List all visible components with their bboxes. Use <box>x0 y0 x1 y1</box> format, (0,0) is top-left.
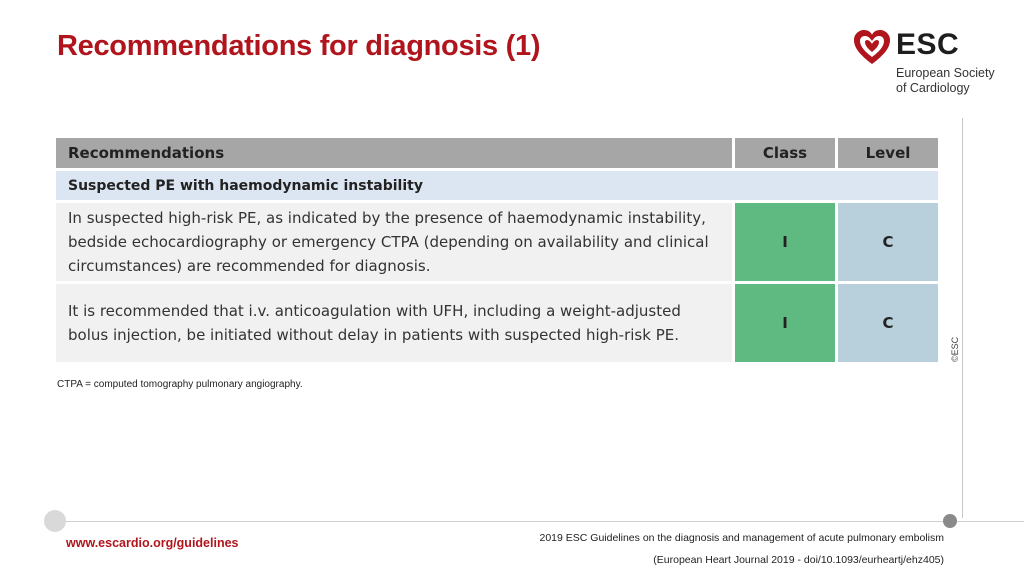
reference-line1: 2019 ESC Guidelines on the diagnosis and management of acute pulmonary embolism <box>539 532 944 544</box>
level-cell: C <box>838 284 938 362</box>
logo-wordmark: ESC <box>896 28 960 61</box>
logo-org-line1: European Society <box>896 66 995 80</box>
esc-logo <box>852 26 1022 98</box>
section-title: Suspected PE with haemodynamic instability <box>56 171 938 200</box>
table-row <box>56 284 938 362</box>
table-row <box>56 203 938 281</box>
header-recommendations: Recommendations <box>56 138 732 168</box>
level-cell: C <box>838 203 938 281</box>
vertical-divider <box>962 118 963 518</box>
section-row <box>56 171 938 200</box>
guidelines-link[interactable]: www.escardio.org/guidelines <box>66 536 239 550</box>
class-cell: I <box>735 284 835 362</box>
heart-logo-icon <box>852 28 892 68</box>
decorative-dot-right <box>943 514 957 528</box>
reference-line2: (European Heart Journal 2019 - doi/10.1093/eurheartj/ehz405) <box>653 554 944 566</box>
recommendation-text: In suspected high-risk PE, as indicated by the presence of haemodynamic instability, bedside echocardiography or emergency CTPA (depending on availability and clinical circumstances) are recommended for diagnosis. <box>56 203 732 281</box>
header-level: Level <box>838 138 938 168</box>
copyright-label: ©ESC <box>950 336 960 362</box>
recommendation-text: It is recommended that i.v. anticoagulation with UFH, including a weight-adjusted bolus injection, be initiated without delay in patients with suspected high-risk PE. <box>56 284 732 362</box>
footer-divider <box>56 521 1024 522</box>
decorative-dot-left <box>44 510 66 532</box>
logo-org-line2: of Cardiology <box>896 81 970 95</box>
header-class: Class <box>735 138 835 168</box>
page-title: Recommendations for diagnosis (1) <box>57 30 541 62</box>
footnote: CTPA = computed tomography pulmonary angiography. <box>57 379 303 390</box>
class-cell: I <box>735 203 835 281</box>
logo-org-name <box>896 66 995 96</box>
reference-citation <box>540 527 945 571</box>
recommendations-table <box>53 135 941 365</box>
table-header-row <box>56 138 938 168</box>
